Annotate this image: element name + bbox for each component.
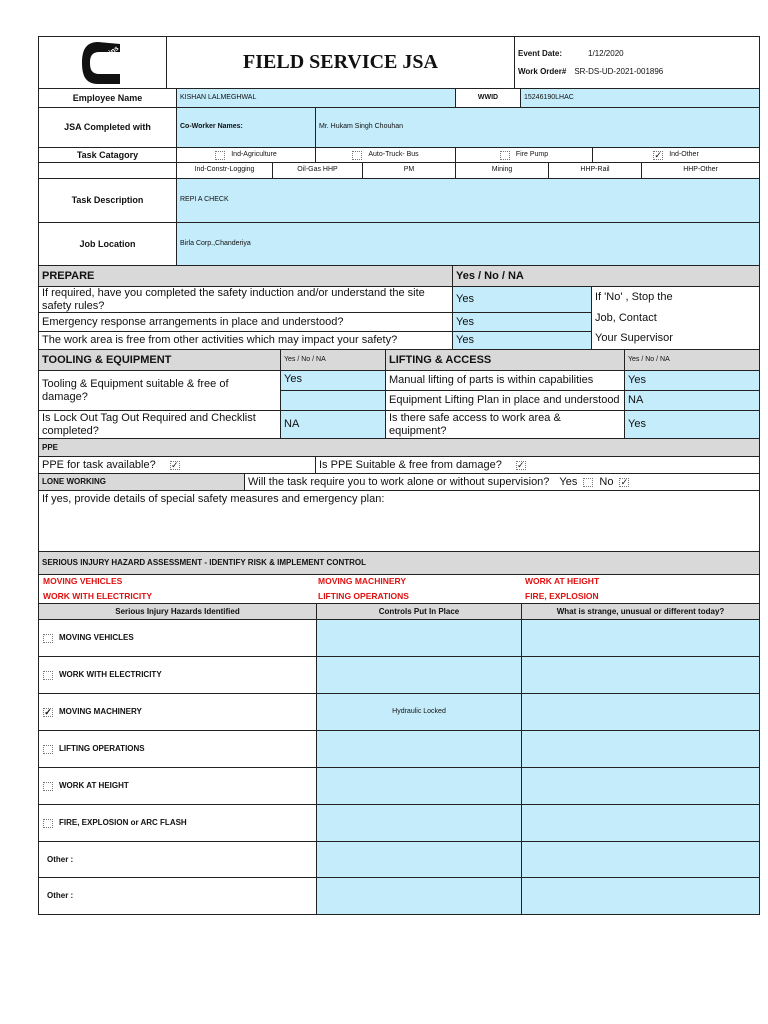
jsa-completed-label: JSA Completed with — [38, 107, 177, 148]
note-line: If 'No' , Stop the — [595, 291, 673, 303]
prepare-answer-2[interactable]: Yes — [452, 312, 592, 332]
svg-text:Cummins: Cummins — [89, 44, 120, 69]
checkbox-checked-icon[interactable]: ✓ — [44, 706, 52, 717]
employee-name-label: Employee Name — [38, 88, 177, 108]
hazard-legend-item: FIRE, EXPLOSION — [525, 590, 599, 601]
prepare-note — [591, 286, 760, 350]
checkbox-yes-icon[interactable] — [583, 478, 593, 487]
unusual-field[interactable] — [521, 656, 760, 694]
control-field[interactable] — [316, 841, 522, 878]
lifting-question-3: Is there safe access to work area & equipment? — [385, 410, 625, 439]
lifting-header: LIFTING & ACCESS — [385, 349, 625, 371]
col-header-hazards: Serious Injury Hazards Identified — [38, 603, 317, 620]
category-ind-agriculture[interactable] — [176, 147, 316, 163]
ppe-question-2 — [315, 456, 760, 474]
category-auto-truck-bus[interactable] — [315, 147, 456, 163]
hazard-item[interactable] — [38, 619, 317, 657]
wwid-label: WWID — [455, 88, 521, 108]
logo-cell — [38, 36, 167, 89]
blank-cell — [38, 162, 177, 179]
employee-name-field[interactable]: KISHAN LALMEGHWAL — [176, 88, 456, 108]
coworker-label: Co-Worker Names: — [176, 107, 316, 148]
unusual-field[interactable] — [521, 877, 760, 915]
control-field[interactable] — [316, 619, 522, 657]
lone-working-question — [244, 473, 760, 491]
form-title: FIELD SERVICE JSA — [166, 36, 515, 89]
checkbox-icon[interactable] — [43, 745, 53, 754]
category-hhp-other[interactable]: HHP-Other — [641, 162, 760, 179]
tooling-question-2: Is Lock Out Tag Out Required and Checklist completed? — [38, 410, 281, 439]
tooling-answer-2[interactable]: NA — [280, 410, 386, 439]
hazard-legend — [38, 574, 760, 604]
unusual-field[interactable] — [521, 767, 760, 805]
category-mining[interactable]: Mining — [455, 162, 549, 179]
lifting-question-2: Equipment Lifting Plan in place and understood — [385, 390, 625, 411]
cummins-logo-icon — [80, 40, 126, 86]
lifting-answer-header: Yes / No / NA — [624, 349, 760, 371]
ppe-header: PPE — [38, 438, 760, 457]
other-label: Other : — [47, 854, 74, 864]
checkbox-checked-icon[interactable]: ✓ — [654, 149, 662, 160]
emergency-plan-field[interactable]: If yes, provide details of special safety measures and emergency plan: — [38, 490, 760, 552]
prepare-question-3: The work area is free from other activities which may impact your safety? — [38, 331, 453, 350]
hazard-label: LIFTING OPERATIONS — [59, 744, 145, 754]
tooling-answer-1[interactable]: Yes — [280, 370, 386, 391]
hazard-label: WORK WITH ELECTRICITY — [59, 670, 162, 680]
event-info — [514, 36, 760, 89]
hazard-label: MOVING VEHICLES — [59, 633, 134, 643]
ppe-q1-text: PPE for task available? — [42, 458, 156, 471]
checkbox-checked-icon[interactable]: ✓ — [517, 459, 525, 470]
prepare-question-1: If required, have you completed the safety induction and/or understand the site safety rules? — [38, 286, 453, 313]
sia-header: SERIOUS INJURY HAZARD ASSESSMENT - IDENTIFY RISK & IMPLEMENT CONTROL — [38, 551, 760, 575]
control-field[interactable] — [316, 767, 522, 805]
lifting-answer-3[interactable]: Yes — [624, 410, 760, 439]
hazard-legend-item: WORK WITH ELECTRICITY — [43, 590, 153, 601]
checkbox-icon[interactable] — [43, 671, 53, 680]
wwid-field[interactable]: 15246190LHAC — [520, 88, 760, 108]
coworker-field[interactable]: Mr. Hukam Singh Chouhan — [315, 107, 760, 148]
control-field[interactable]: Hydraulic Locked — [316, 693, 522, 731]
work-order-label: Work Order# — [518, 66, 567, 76]
no-label: No — [599, 475, 614, 488]
prepare-header: PREPARE — [38, 265, 453, 287]
hazard-label: FIRE, EXPLOSION or ARC FLASH — [59, 818, 187, 828]
col-header-unusual: What is strange, unusual or different today? — [521, 603, 760, 620]
category-label: Ind-Agriculture — [231, 150, 277, 158]
category-label: Ind-Other — [669, 150, 699, 158]
category-hhp-rail[interactable]: HHP-Rail — [548, 162, 642, 179]
work-order: SR-DS-UD-2021-001896 — [574, 66, 664, 76]
category-oil-gas-hhp[interactable]: Oil-Gas HHP — [272, 162, 363, 179]
hazard-item[interactable] — [38, 804, 317, 842]
hazard-legend-item: WORK AT HEIGHT — [525, 575, 600, 586]
job-location-field[interactable]: Birla Corp.,Chanderiya — [176, 222, 760, 266]
category-ind-constr-logging[interactable]: Ind-Constr-Logging — [176, 162, 273, 179]
tooling-answer-header: Yes / No / NA — [280, 349, 386, 371]
category-label: Fire Pump — [515, 150, 549, 158]
ppe-q2-text: Is PPE Suitable & free from damage? — [319, 458, 502, 471]
job-location-label: Job Location — [38, 222, 177, 266]
unusual-field[interactable] — [521, 804, 760, 842]
lone-working-header: LONE WORKING — [38, 473, 245, 491]
prepare-answer-header: Yes / No / NA — [452, 265, 760, 287]
note-line: Your Supervisor — [595, 332, 673, 345]
checkbox-icon[interactable] — [215, 151, 225, 160]
other-hazard-label[interactable] — [38, 877, 317, 915]
hazard-label: WORK AT HEIGHT — [59, 781, 129, 791]
task-category-label: Task Catagory — [38, 147, 177, 163]
unusual-field[interactable] — [521, 693, 760, 731]
control-field[interactable] — [316, 656, 522, 694]
hazard-legend-item: MOVING MACHINERY — [318, 575, 406, 586]
prepare-answer-3[interactable]: Yes — [452, 331, 592, 350]
hazard-legend-item: MOVING VEHICLES — [43, 575, 123, 586]
other-label: Other : — [47, 891, 74, 901]
prepare-answer-1[interactable]: Yes — [452, 286, 592, 313]
checkbox-no-checked-icon[interactable]: ✓ — [620, 476, 629, 487]
prepare-question-2: Emergency response arrangements in place and understood? — [38, 312, 453, 332]
ppe-question-1 — [38, 456, 316, 474]
tooling-answer-blank[interactable] — [280, 390, 386, 411]
unusual-field[interactable] — [521, 730, 760, 768]
task-description-label: Task Description — [38, 178, 177, 223]
unusual-field[interactable] — [521, 619, 760, 657]
col-header-controls: Controls Put In Place — [316, 603, 522, 620]
hazard-item[interactable] — [38, 693, 317, 731]
checkbox-checked-icon[interactable]: ✓ — [170, 459, 179, 470]
event-date-label: Event Date: — [518, 49, 563, 59]
lifting-answer-2[interactable]: NA — [624, 390, 760, 411]
checkbox-icon[interactable] — [43, 819, 53, 828]
event-date: 1/12/2020 — [588, 49, 624, 59]
hazard-label: MOVING MACHINERY — [59, 707, 142, 717]
yes-label: Yes — [559, 475, 578, 488]
hazard-item[interactable] — [38, 656, 317, 694]
tooling-question-1: Tooling & Equipment suitable & free of damage? — [38, 370, 281, 411]
control-field[interactable] — [316, 877, 522, 915]
category-label: Auto-Truck- Bus — [368, 150, 419, 158]
category-ind-other[interactable] — [592, 147, 760, 163]
task-description-field[interactable]: REPI A CHECK — [176, 178, 760, 223]
control-field[interactable] — [316, 730, 522, 768]
hazard-legend-item: LIFTING OPERATIONS — [318, 590, 409, 601]
unusual-field[interactable] — [521, 841, 760, 878]
checkbox-icon[interactable] — [352, 151, 362, 160]
lifting-answer-1[interactable]: Yes — [624, 370, 760, 391]
checkbox-icon[interactable] — [43, 634, 53, 643]
hazard-item[interactable] — [38, 730, 317, 768]
checkbox-icon[interactable] — [500, 151, 510, 160]
category-fire-pump[interactable] — [455, 147, 593, 163]
other-hazard-label[interactable] — [38, 841, 317, 878]
lifting-question-1: Manual lifting of parts is within capabilities — [385, 370, 625, 391]
category-pm[interactable]: PM — [362, 162, 456, 179]
hazard-item[interactable] — [38, 767, 317, 805]
checkbox-icon[interactable] — [43, 782, 53, 791]
note-line: Job, Contact — [595, 311, 657, 324]
control-field[interactable] — [316, 804, 522, 842]
tooling-header: TOOLING & EQUIPMENT — [38, 349, 281, 371]
lone-question-text: Will the task require you to work alone or without supervision? — [248, 475, 550, 488]
